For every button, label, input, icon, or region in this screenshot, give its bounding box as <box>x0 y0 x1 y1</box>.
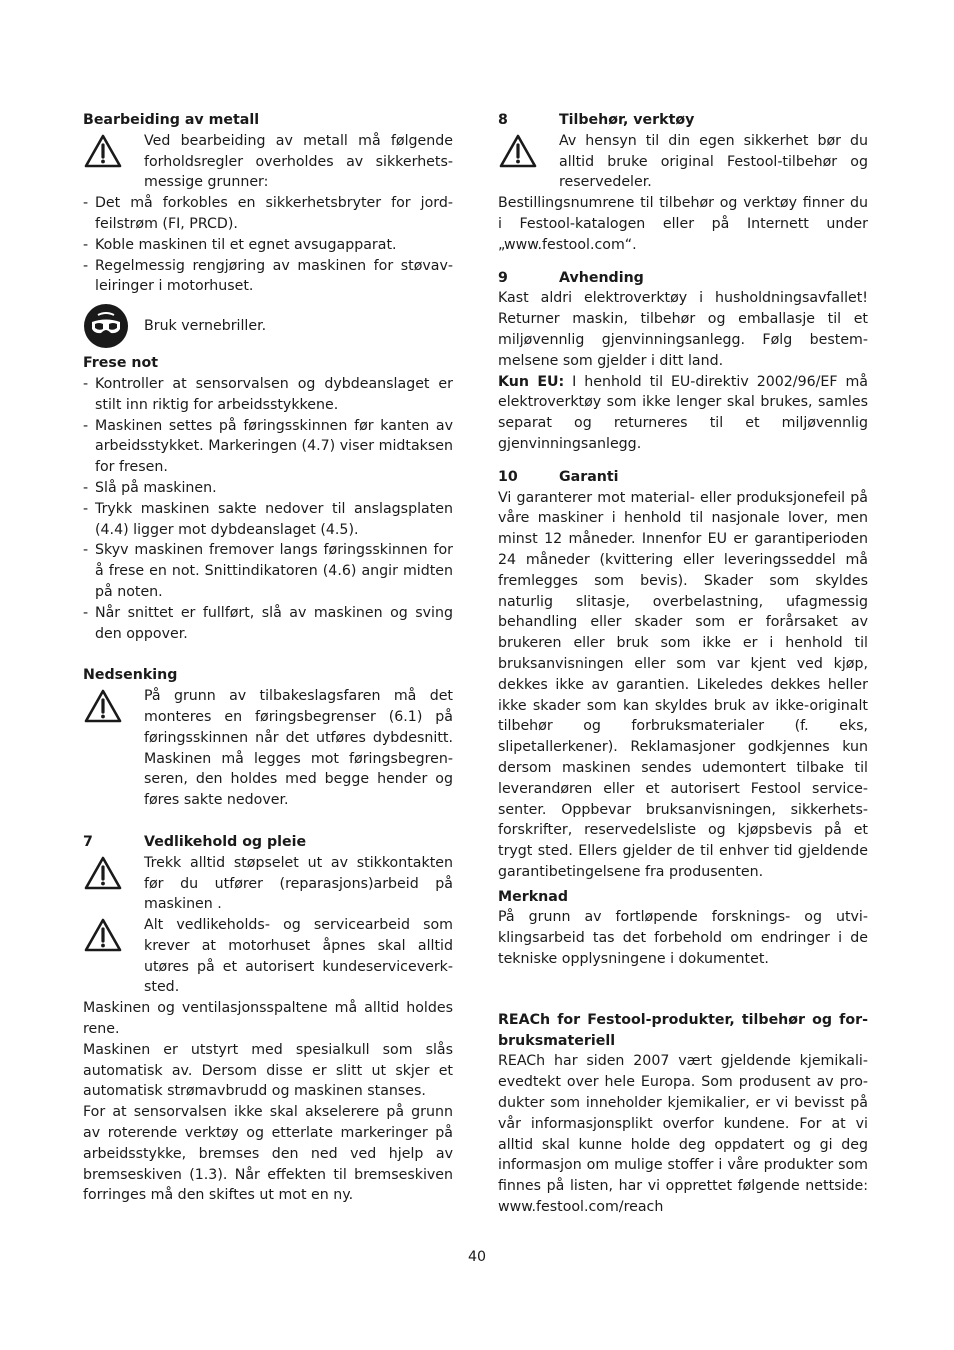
tilbehor-paragraph: Bestillingsnumrene til tilbehør og verktøy finner du i Festool-katalogen eller på Internett under „www.festool.com“. <box>498 195 868 253</box>
list-item: - Koble maskinen til et egnet avsugapparat. <box>83 236 397 253</box>
goggles-notice <box>83 303 453 349</box>
metal-warning-text: Ved bearbeiding av metall må følgende forholdsregler overholdes av sikkerhetsmessige grunner: <box>144 132 453 191</box>
section-10-heading: 10 Garanti <box>498 468 619 485</box>
nedsenking-heading: Nedsenking <box>83 667 178 684</box>
warning-icon <box>83 915 144 998</box>
merknad-paragraph: På grunn av fortløpende forsknings- og utviklingsarbeid tas det forbehold om endringer i de tekniske opplysningene i dokumentet. <box>498 909 868 968</box>
list-item: - Regelmessig rengjøring av maskinen for støvavleiringer i motorhuset. <box>83 257 453 295</box>
list-item: - Kontroller at sensorvalsen og dybdeanslaget er stilt inn riktig for arbeidsstykkene. <box>83 375 453 413</box>
vedlikehold-paragraph: For at sensorvalsen ikke skal akselerere på grunn av roterende verktøy og etterlate markeringer på arbeidsstykke, bremses den ned ved hjelp av bremseskiven (1.3). Når effekten til bremseskiven forringes må den skiftes ut mot en ny. <box>83 1104 453 1204</box>
vedlikehold-warning-2-text: Alt vedlikeholds- og servicearbeid som krever at motorhuset åpnes skal alltid utøres på et autorisert kundeserviceverksted. <box>144 917 453 996</box>
list-item: - Trykk maskinen sakte nedover til anslagsplaten (4.4) ligger mot dybdeanslaget (4.5). <box>83 500 453 538</box>
vedlikehold-warning-1 <box>83 853 453 915</box>
list-item: - Maskinen settes på føringsskinnen før kanten av arbeidsstykket. Markeringen (4.7) viser midtaksen for fresen. <box>83 417 453 476</box>
vedlikehold-paragraph: Maskinen er utstyrt med spesialkull som slås automatisk av. Dersom disse er slitt ut skjer et automatisk strømavbrudd og maskinen stanses. <box>83 1041 453 1100</box>
avhending-paragraph: Kast aldri elektroverktøy i husholdningsavfallet! Returner maskin, tilbehør og emballasje til et miljøvennlig gjenvinningsanlegg. Følg bestemmelsene som gjelder i ditt land. <box>498 290 868 369</box>
merknad-heading: Merknad <box>498 888 569 905</box>
warning-icon <box>498 131 559 193</box>
reach-paragraph: REACh har siden 2007 vært gjeldende kjemikalievedtekt over hele Europa. Som produsent av produkter som inneholder kjemikalier, er vi bevisst på vår informasjonsplikt overfor kundene. For at vi alltid skal kunne holde deg oppdatert og gi deg informasjon om mulige stoffer i våre produkter som finnes på listen, har vi opprettet følgende nettside: www.festool.com/reach <box>498 1053 868 1216</box>
tilbehor-warning-text: Av hensyn til din egen sikkerhet bør du alltid bruke original Festool-tilbehør og reservedeler. <box>559 132 868 191</box>
list-item: - Når snittet er fullført, slå av maskinen og sving den oppover. <box>83 604 453 642</box>
garanti-paragraph: Vi garanterer mot material- eller produksjonefeil på våre maskiner i henhold til nasjonale lover, men minst 12 måneder. Innenfor EU er garantiperioden 24 måneder (kvittering eller leveringsseddel må fremlegges som bevis). Skader som skyldes naturlig slitasje, overbelastning, ufagmessig behandling eller skader som er forårsaket av brukeren eller bruk som ikke er i henhold til bruksanvisningen eller som var kjent ved kjøp, dekkes ikke av garantien. Likeledes dekkes heller ikke skader som kan skyldes bruk av ikke-originalt tilbehør og forbruksmaterialer (f. eks, slipetallerkener). Reklamasjoner godkjennes kun dersom maskinen sendes udemontert tilbake til leverandøren eller et autorisert Festool servicesenter. Oppbevar bruksanvisningen, sikkerhetsforskrifter, reservedelsliste og kjøpsbevis på et trygt sted. Ellers gjelder de til enhver tid gjeldende garantibetingelsene fra produsenten. <box>498 489 868 880</box>
nedsenking-warning-text: På grunn av tilbakeslagsfaren må det monteres en føringsbegrenser (6.1) på føringsskinnen når det utføres dybdesnitt. Maskinen må legges mot føringsbegrenseren, den holdes med begge hender og føres sakte nedover. <box>144 688 453 809</box>
vedlikehold-paragraph: Maskinen og ventilasjonsspaltene må alltid holdes rene. <box>83 1000 453 1038</box>
warning-icon <box>83 131 144 193</box>
goggles-text: Bruk vernebriller. <box>144 317 267 334</box>
vedlikehold-warning-2 <box>83 915 453 998</box>
warning-icon <box>83 686 144 811</box>
list-item: - Skyv maskinen fremover langs føringsskinnen for å frese en not. Snittindikatoren (4.6) angir midten på noten. <box>83 542 453 600</box>
reach-heading: REACh for Festool-produkter, tilbehør og forbruksmateriell <box>498 1011 868 1049</box>
safety-goggles-icon <box>83 303 144 349</box>
metal-heading: Bearbeiding av metall <box>83 112 260 128</box>
section-7-heading: 7 Vedlikehold og pleie <box>83 833 307 850</box>
left-column <box>83 110 453 1206</box>
right-column <box>498 110 868 1218</box>
avhending-eu-paragraph: Kun EU: I henhold til EU-direktiv 2002/96/EF må elektroverktøy som ikke lenger skal brukes, samles separat og returneres til et miljøvennlig gjenvinningsanlegg. <box>498 373 868 452</box>
metal-warning <box>83 131 453 193</box>
page-number: 40 <box>467 1249 487 1265</box>
tilbehor-warning <box>498 131 868 193</box>
section-9-heading: 9 Avhending <box>498 269 644 286</box>
frese-heading: Frese not <box>83 355 159 372</box>
list-item: - Det må forkobles en sikkerhetsbryter for jordfeilstrøm (FI, PRCD). <box>83 195 453 232</box>
list-item: - Slå på maskinen. <box>83 479 217 496</box>
nedsenking-warning <box>83 686 453 811</box>
section-8-heading: 8 Tilbehør, verktøy <box>498 112 695 128</box>
warning-icon <box>83 853 144 915</box>
vedlikehold-warning-1-text: Trekk alltid støpselet ut av stikkontakten før du utfører (reparasjons)arbeid på maskinen . <box>144 854 453 913</box>
